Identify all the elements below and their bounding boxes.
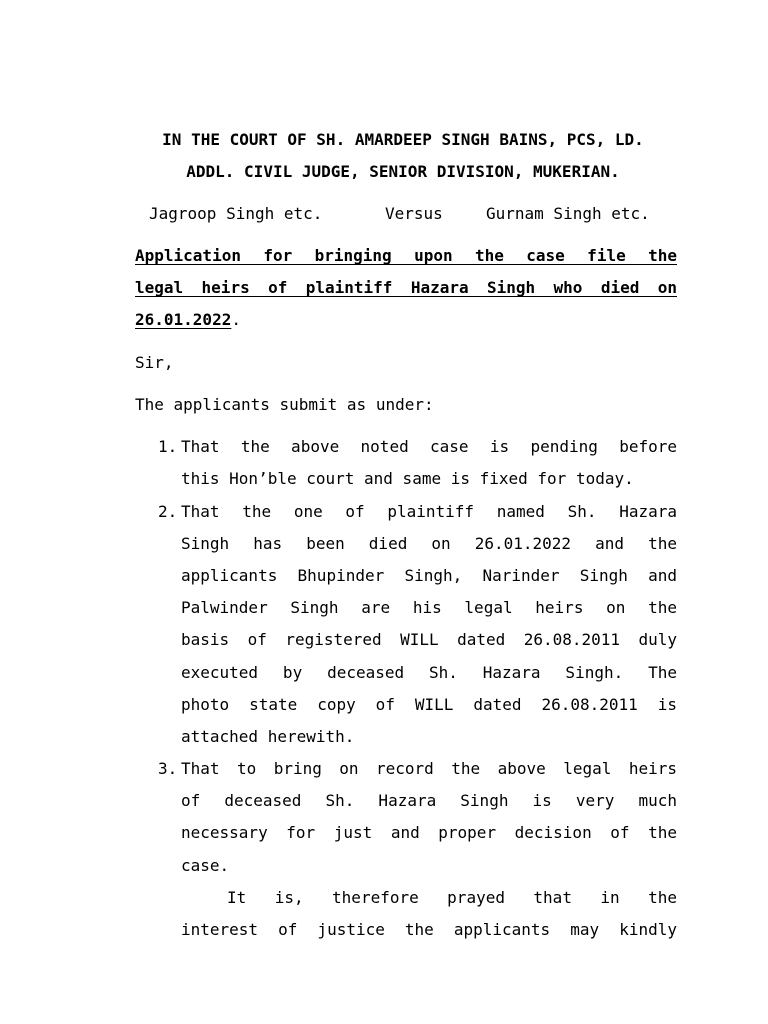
subject-line-2: legal heirs of plaintiff Hazara Singh who died on bbox=[135, 278, 677, 297]
subject-line-3 bbox=[135, 310, 241, 330]
item-2-line-3: applicants Bhupinder Singh, Narinder Singh and bbox=[181, 566, 677, 585]
item-2-line-1: That the one of plaintiff named Sh. Hazara bbox=[181, 502, 677, 521]
item-2-line-6: executed by deceased Sh. Hazara Singh. The bbox=[181, 663, 677, 682]
court-header-line-1: IN THE COURT OF SH. AMARDEEP SINGH BAINS, PCS, LD. bbox=[162, 130, 644, 149]
prayer-line-1: It is, therefore prayed that in the bbox=[227, 888, 677, 907]
item-2-line-5: basis of registered WILL dated 26.08.2011 duly bbox=[181, 630, 677, 649]
plaintiff-name: Jagroop Singh etc. bbox=[149, 204, 323, 223]
item-2-line-7: photo state copy of WILL dated 26.08.2011 is bbox=[181, 695, 677, 714]
court-header-line-2: ADDL. CIVIL JUDGE, SENIOR DIVISION, MUKERIAN. bbox=[186, 162, 620, 181]
item-2-line-4: Palwinder Singh are his legal heirs on the bbox=[181, 598, 677, 617]
item-3-line-2: of deceased Sh. Hazara Singh is very much bbox=[181, 791, 677, 810]
prayer-line-2: interest of justice the applicants may kindly bbox=[181, 920, 677, 939]
item-2-line-8: attached herewith. bbox=[181, 727, 355, 746]
salutation: Sir, bbox=[135, 353, 174, 372]
item-1-line-2: this Hon’ble court and same is fixed for today. bbox=[181, 469, 634, 488]
item-3-line-3: necessary for just and proper decision of the bbox=[181, 823, 677, 842]
subject-date: 26.01.2022 bbox=[135, 310, 232, 329]
item-number: 1. bbox=[158, 437, 178, 456]
item-1-line-1: That the above noted case is pending before bbox=[181, 437, 677, 456]
item-number: 2. bbox=[158, 502, 178, 521]
defendant-name: Gurnam Singh etc. bbox=[486, 204, 650, 223]
versus-label: Versus bbox=[385, 204, 443, 223]
item-3-line-1: That to bring on record the above legal heirs bbox=[181, 759, 677, 778]
intro-text: The applicants submit as under: bbox=[135, 395, 434, 414]
item-number: 3. bbox=[158, 759, 178, 778]
item-3-line-4: case. bbox=[181, 856, 230, 875]
item-2-line-2: Singh has been died on 26.01.2022 and the bbox=[181, 534, 677, 553]
subject-period: . bbox=[231, 310, 241, 329]
subject-line-1: Application for bringing upon the case file the bbox=[135, 246, 677, 265]
